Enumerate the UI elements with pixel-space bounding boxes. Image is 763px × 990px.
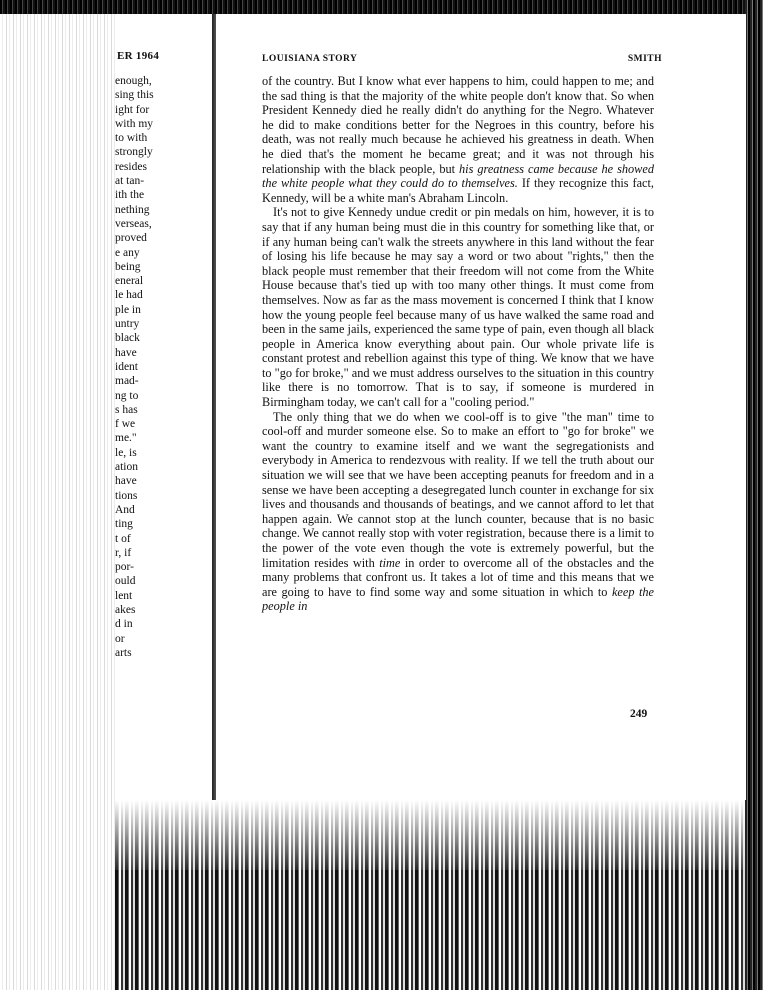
facing-page-line: verseas, bbox=[115, 217, 152, 230]
facing-page-line: to with bbox=[115, 132, 148, 145]
facing-page-line: ting bbox=[115, 518, 133, 531]
facing-page-line: resides bbox=[115, 160, 147, 173]
scan-bottom-shadow bbox=[115, 800, 745, 990]
facing-page-line: nething bbox=[115, 203, 150, 216]
facing-page-line: s has bbox=[115, 403, 138, 416]
facing-page-line: f we bbox=[115, 418, 136, 431]
facing-page-line: akes bbox=[115, 603, 136, 616]
facing-page-header: ER 1964 bbox=[117, 50, 160, 62]
facing-page-line: por- bbox=[115, 561, 134, 574]
emphasized-text: time bbox=[379, 555, 401, 570]
paragraph-text: The only thing that we do when we cool-off is to give "the man" time to cool-off and murder someone else. So to make an effort to "go for broke" we want the country to examine itself and we want the segregationists and everybody in America to rendezvous with reality. If we tell the truth about our situation we will see that we have been accepting peanuts for freedom and in a sense we have been accepting a desegregated lunch counter in exchange for six lives and thousands and thousands of beatings, and we cannot afford to let that happen again. We cannot stop at the lunch counter, because that is no basic change. We cannot really stop with voter registration, because there is a limit to the power of the vote even though the vote is extremely powerful, but the limitation resides with bbox=[262, 409, 654, 570]
facing-page-text bbox=[115, 74, 185, 660]
running-head-title: LOUISIANA STORY bbox=[262, 54, 358, 64]
running-head bbox=[262, 54, 662, 64]
facing-page-line: have bbox=[115, 346, 137, 359]
paragraph-text: of the country. But I know what ever happens to him, could happen to me; and the sad thing is that the majority of the white people don't know that. So when President Kennedy died he really didn't do anything for the Negro. Whatever he did to make conditions better for the Negroes in this country, before his death, was not really much because he achieved his greatness in death. When he died that's the moment he became great; and it was not through his relationship with the black people, but bbox=[262, 74, 654, 176]
facing-page-line: ith the bbox=[115, 189, 145, 202]
paragraph bbox=[262, 205, 654, 409]
scan-top-edge bbox=[0, 0, 763, 14]
facing-page-line: proved bbox=[115, 232, 147, 245]
facing-page-line: being bbox=[115, 260, 141, 273]
book-page bbox=[216, 14, 746, 800]
facing-page-line: ould bbox=[115, 575, 136, 588]
facing-page-line: ple in bbox=[115, 303, 141, 316]
page-number: 249 bbox=[630, 708, 648, 720]
paragraph bbox=[262, 410, 654, 614]
facing-page bbox=[115, 14, 214, 834]
facing-page-line: enough, bbox=[115, 75, 152, 87]
facing-page-line: le, is bbox=[115, 446, 137, 459]
emphasized-text: his greatness came because he showed the white people what they could do to themselves. bbox=[262, 161, 654, 191]
facing-page-line: d in bbox=[115, 618, 133, 631]
facing-page-line: mad- bbox=[115, 375, 139, 388]
facing-page-line: e any bbox=[115, 246, 140, 259]
facing-page-line: strongly bbox=[115, 146, 153, 159]
facing-page-line: me." bbox=[115, 432, 137, 445]
facing-page-line: untry bbox=[115, 318, 140, 331]
paragraph bbox=[262, 74, 654, 205]
facing-page-line: le had bbox=[115, 289, 143, 302]
scan-left-edge bbox=[0, 0, 115, 990]
facing-page-line: lent bbox=[115, 589, 133, 602]
paragraph-text: If they recognize this fact, Kennedy, will be a white man's Abraham Lincoln. bbox=[262, 176, 654, 205]
facing-page-line: black bbox=[115, 332, 140, 345]
scan-right-edge bbox=[745, 0, 763, 990]
facing-page-line: have bbox=[115, 475, 137, 488]
facing-page-line: ng to bbox=[115, 389, 139, 402]
facing-page-line: eneral bbox=[115, 275, 144, 288]
facing-page-line: tions bbox=[115, 489, 138, 502]
body-text bbox=[262, 74, 654, 614]
running-head-author: SMITH bbox=[627, 54, 662, 64]
paragraph-text: in order to overcome all of the obstacles and the many problems that confront us. It takes a lot of time and this means that we are going to have to find some way and some situation in which to bbox=[262, 555, 654, 599]
facing-page-line: at tan- bbox=[115, 175, 145, 188]
facing-page-line: or bbox=[115, 632, 125, 645]
facing-page-line: t of bbox=[115, 532, 131, 545]
facing-page-line: And bbox=[115, 503, 135, 516]
facing-page-line: r, if bbox=[115, 546, 132, 559]
facing-page-line: ident bbox=[115, 360, 138, 373]
facing-page-line: with my bbox=[115, 117, 154, 130]
paragraph-text: It's not to give Kennedy undue credit or pin medals on him, however, it is to say that if any human being must die in this country for something like that, or if any human being can't walk the streets anywhere in this land without the fear of losing his life because he may say a word or two about "rights," then the black people must remember that their freedom will not come from the White House because that's tied up with too many other things. It must come from themselves. Now as far as the mass movement is concerned I think that I know how the young people feel because many of us have walked the same road and been in the same jails, experienced the same type of pain, even though all black people in America know everything about pain. Our whole private life is constant protest and rebellion against this type of thing. We know that we have to "go for broke," and we must address ourselves to the situation in this country like there is no tomorrow. That is to say, if someone is murdered in Birmingham today, we can't call for a "cooling period." bbox=[262, 205, 654, 410]
facing-page-line: arts bbox=[115, 646, 132, 659]
facing-page-line: ation bbox=[115, 461, 138, 474]
facing-page-line: ight for bbox=[115, 103, 150, 116]
facing-page-line: sing this bbox=[115, 89, 154, 102]
emphasized-text: keep the people in bbox=[262, 584, 655, 614]
